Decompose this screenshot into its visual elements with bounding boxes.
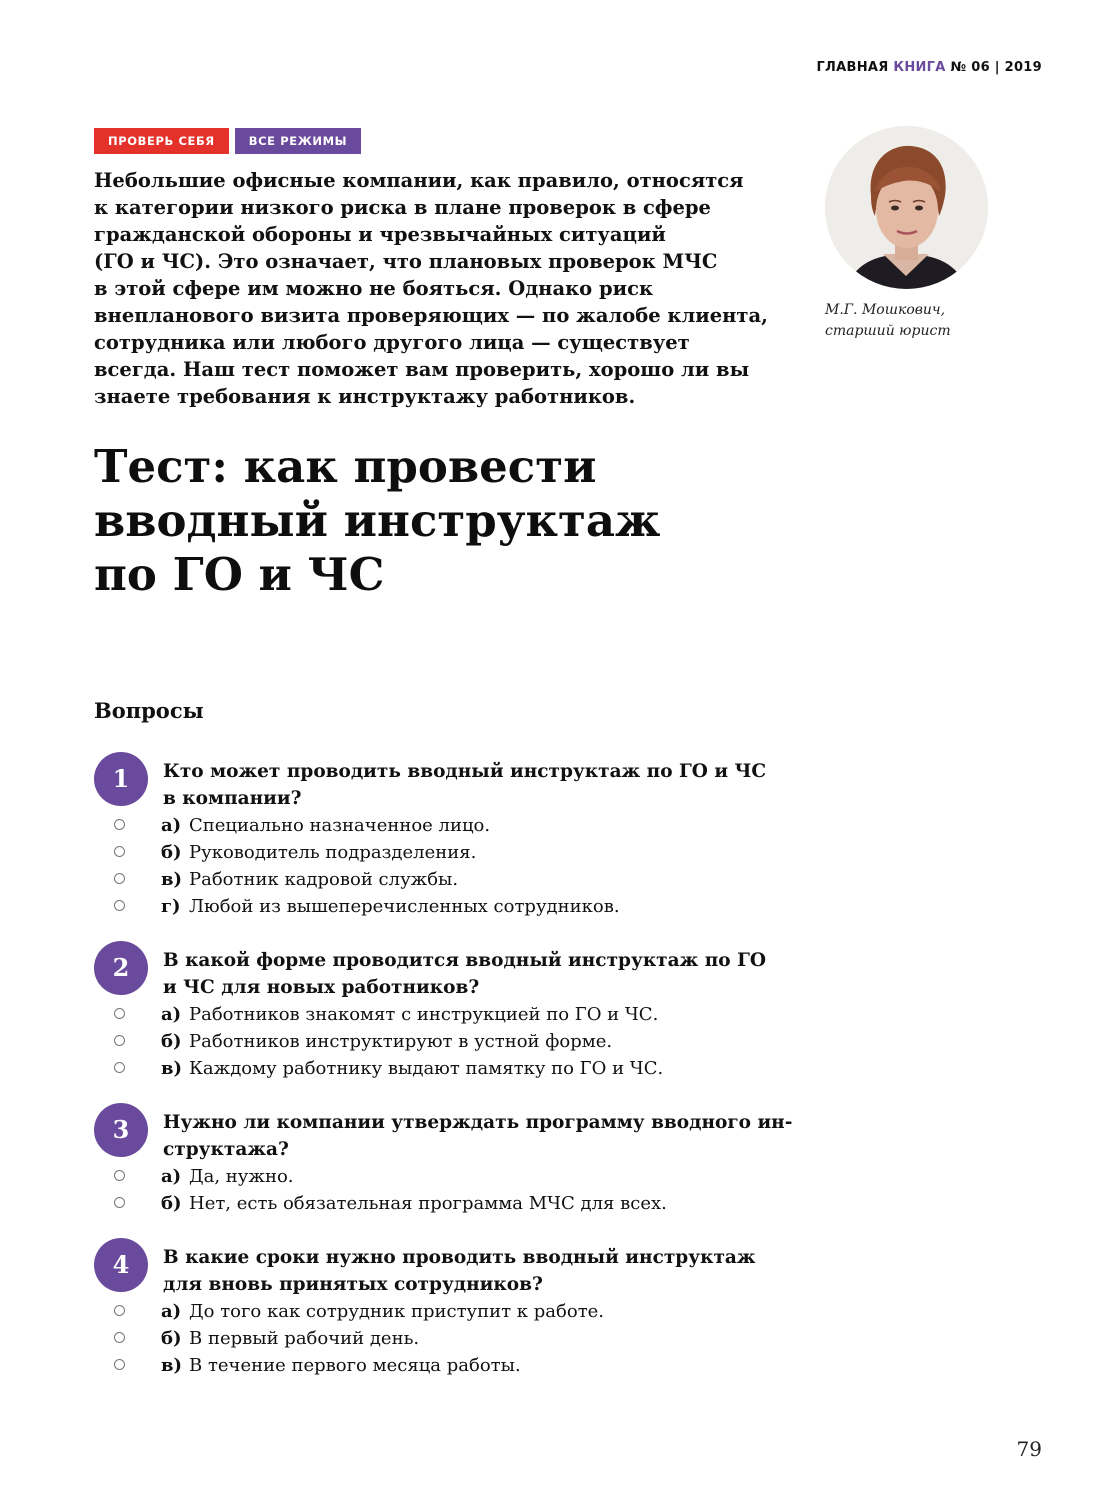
- option-letter: г): [161, 896, 181, 917]
- radio-button[interactable]: [114, 873, 125, 884]
- title-line: Тест: как провести: [94, 440, 597, 493]
- answer-options: [94, 1163, 794, 1217]
- question-text: [163, 758, 803, 812]
- answer-option[interactable]: [94, 1352, 794, 1379]
- answer-options: [94, 1001, 794, 1082]
- option-text: Каждому работнику выдают памятку по ГО и ЧС.: [189, 1058, 664, 1079]
- answer-options: [94, 1298, 794, 1379]
- questions-heading: Вопросы: [94, 698, 204, 723]
- radio-button[interactable]: [114, 1062, 125, 1073]
- option-text: В первый рабочий день.: [189, 1328, 420, 1349]
- radio-button[interactable]: [114, 1305, 125, 1316]
- option-text: Любой из вышеперечисленных сотрудников.: [189, 896, 620, 917]
- radio-button[interactable]: [114, 846, 125, 857]
- question-line: для вновь принятых сотрудников?: [163, 1274, 543, 1295]
- radio-button[interactable]: [114, 1008, 125, 1019]
- answer-option[interactable]: [94, 866, 794, 893]
- answer-option[interactable]: [94, 1028, 794, 1055]
- issue-number: № 06 | 2019: [950, 60, 1042, 75]
- question-number-badge: 4: [94, 1238, 148, 1292]
- question-line: В какой форме проводится вводный инструктаж по ГО: [163, 950, 766, 971]
- author-portrait-image: [825, 126, 988, 289]
- option-text: Работников инструктируют в устной форме.: [189, 1031, 613, 1052]
- option-letter: в): [161, 869, 183, 890]
- question-number-badge: 2: [94, 941, 148, 995]
- question-text: [163, 1109, 803, 1163]
- tag-check-yourself[interactable]: ПРОВЕРЬ СЕБЯ: [94, 128, 229, 154]
- lead-line: гражданской обороны и чрезвычайных ситуаций: [94, 223, 666, 246]
- rubric-tags: [94, 128, 361, 154]
- option-text: Руководитель подразделения.: [189, 842, 477, 863]
- option-letter: в): [161, 1355, 183, 1376]
- author-name: М.Г. Мошкович,: [825, 302, 946, 318]
- lead-paragraph: [94, 167, 784, 410]
- radio-button[interactable]: [114, 900, 125, 911]
- option-letter: в): [161, 1058, 183, 1079]
- radio-button[interactable]: [114, 1197, 125, 1208]
- brand-name: ГЛАВНАЯ: [816, 60, 889, 75]
- question-line: структажа?: [163, 1139, 289, 1160]
- question-number-badge: 3: [94, 1103, 148, 1157]
- author-caption: [825, 300, 951, 342]
- option-text: Работников знакомят с инструкцией по ГО и ЧС.: [189, 1004, 659, 1025]
- question-line: Кто может проводить вводный инструктаж по ГО и ЧС: [163, 761, 767, 782]
- radio-button[interactable]: [114, 1359, 125, 1370]
- question-number-badge: 1: [94, 752, 148, 806]
- lead-line: в этой сфере им можно не бояться. Однако риск: [94, 277, 654, 300]
- lead-line: знаете требования к инструктажу работников.: [94, 385, 636, 408]
- answer-option[interactable]: [94, 1325, 794, 1352]
- option-letter: а): [161, 1301, 182, 1322]
- option-text: Специально назначенное лицо.: [189, 815, 491, 836]
- radio-button[interactable]: [114, 819, 125, 830]
- answer-option[interactable]: [94, 1163, 794, 1190]
- question-line: и ЧС для новых работников?: [163, 977, 480, 998]
- lead-line: (ГО и ЧС). Это означает, что плановых проверок МЧС: [94, 250, 718, 273]
- page-title: [94, 440, 660, 602]
- answer-option[interactable]: [94, 1190, 794, 1217]
- masthead: [816, 60, 1042, 75]
- question-text: [163, 1244, 803, 1298]
- question-line: в компании?: [163, 788, 302, 809]
- option-text: В течение первого месяца работы.: [189, 1355, 521, 1376]
- option-letter: б): [161, 1031, 182, 1052]
- answer-option[interactable]: [94, 812, 794, 839]
- answer-option[interactable]: [94, 1298, 794, 1325]
- option-letter: а): [161, 1166, 182, 1187]
- lead-line: внепланового визита проверяющих — по жалобе клиента,: [94, 304, 768, 327]
- answer-option[interactable]: [94, 839, 794, 866]
- author-photo: [825, 126, 988, 289]
- answer-options: [94, 812, 794, 920]
- option-letter: б): [161, 842, 182, 863]
- option-letter: б): [161, 1193, 182, 1214]
- answer-option[interactable]: [94, 1055, 794, 1082]
- question-line: Нужно ли компании утверждать программу вводного ин-: [163, 1112, 793, 1133]
- lead-line: сотрудника или любого другого лица — существует: [94, 331, 690, 354]
- answer-option[interactable]: [94, 1001, 794, 1028]
- question-line: В какие сроки нужно проводить вводный инструктаж: [163, 1247, 756, 1268]
- option-text: Нет, есть обязательная программа МЧС для всех.: [189, 1193, 667, 1214]
- radio-button[interactable]: [114, 1035, 125, 1046]
- lead-line: к категории низкого риска в плане проверок в сфере: [94, 196, 711, 219]
- page-number: 79: [1016, 1437, 1042, 1461]
- option-letter: б): [161, 1328, 182, 1349]
- title-line: вводный инструктаж: [94, 494, 661, 547]
- brand-name-accent: КНИГА: [893, 60, 946, 75]
- question-text: [163, 947, 803, 1001]
- option-text: Да, нужно.: [189, 1166, 294, 1187]
- radio-button[interactable]: [114, 1332, 125, 1343]
- lead-line: всегда. Наш тест поможет вам проверить, хорошо ли вы: [94, 358, 750, 381]
- author-role: старший юрист: [825, 323, 951, 339]
- option-text: До того как сотрудник приступит к работе.: [189, 1301, 605, 1322]
- option-letter: а): [161, 1004, 182, 1025]
- lead-line: Небольшие офисные компании, как правило, относятся: [94, 169, 744, 192]
- answer-option[interactable]: [94, 893, 794, 920]
- option-text: Работник кадровой службы.: [189, 869, 459, 890]
- option-letter: а): [161, 815, 182, 836]
- title-line: по ГО и ЧС: [94, 548, 385, 601]
- tag-all-modes[interactable]: ВСЕ РЕЖИМЫ: [235, 128, 361, 154]
- radio-button[interactable]: [114, 1170, 125, 1181]
